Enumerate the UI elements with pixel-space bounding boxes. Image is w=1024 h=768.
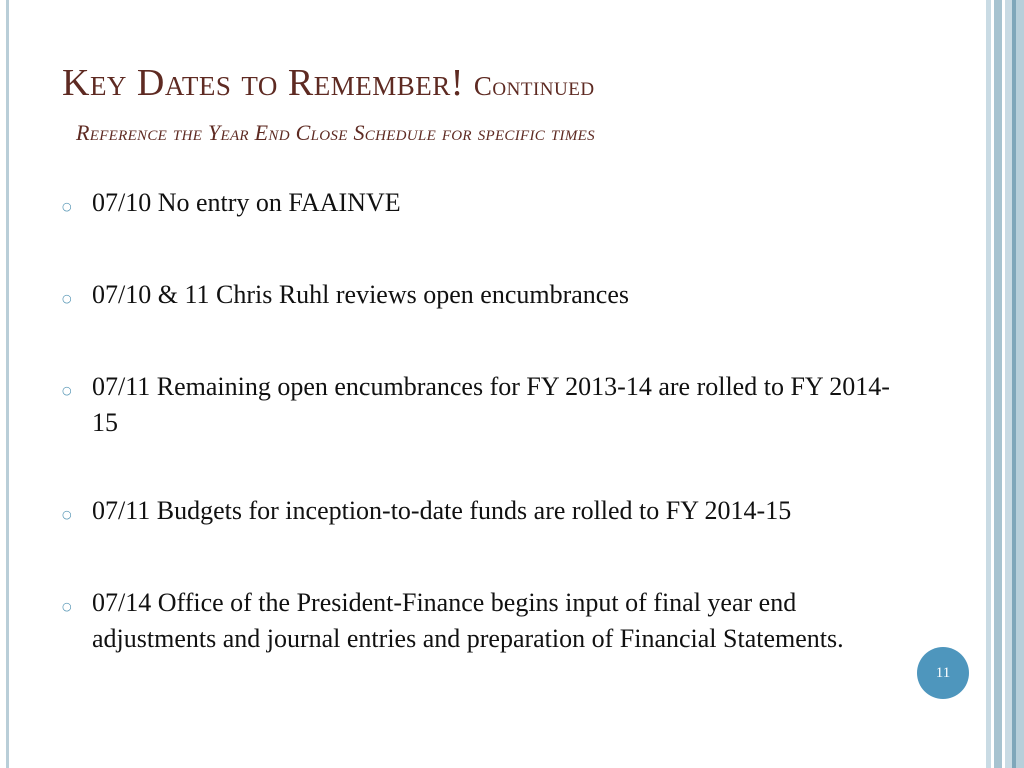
bullet-text: 07/11 Budgets for inception-to-date funds are rolled to FY 2014-15 (92, 496, 792, 525)
hollow-circle-icon: ○ (62, 508, 72, 521)
edge-stripe (1005, 0, 1012, 768)
hollow-circle-icon: ○ (62, 384, 72, 397)
page-number-badge: 11 (917, 647, 969, 699)
title-block (62, 60, 922, 147)
edge-stripe (978, 0, 986, 768)
slide-subtitle: Reference the Year End Close Schedule for specific times (76, 120, 595, 145)
hollow-circle-icon: ○ (62, 200, 72, 213)
bullet-list (62, 185, 910, 709)
bullet-text: 07/10 & 11 Chris Ruhl reviews open encumbrances (92, 280, 629, 309)
slide-title (62, 60, 922, 109)
list-item (62, 585, 910, 657)
list-item (62, 493, 910, 533)
list-item (62, 185, 910, 225)
bullet-text: 07/14 Office of the President-Finance begins input of final year end adjustments and journal entries and preparation of Financial Statements. (92, 588, 844, 653)
left-border-rule (6, 0, 9, 768)
bullet-text: 07/10 No entry on FAAINVE (92, 188, 401, 217)
edge-stripe (994, 0, 1002, 768)
edge-stripe (1016, 0, 1024, 768)
hollow-circle-icon: ○ (62, 600, 72, 613)
bullet-text: 07/11 Remaining open encumbrances for FY 2013-14 are rolled to FY 2014-15 (92, 372, 890, 437)
hollow-circle-icon: ○ (62, 292, 72, 305)
right-edge-stripes (978, 0, 1024, 768)
slide-title-text: Key Dates to Remember! (62, 62, 464, 104)
list-item (62, 369, 910, 441)
slide-title-suffix: Continued (473, 71, 595, 101)
list-item (62, 277, 910, 317)
